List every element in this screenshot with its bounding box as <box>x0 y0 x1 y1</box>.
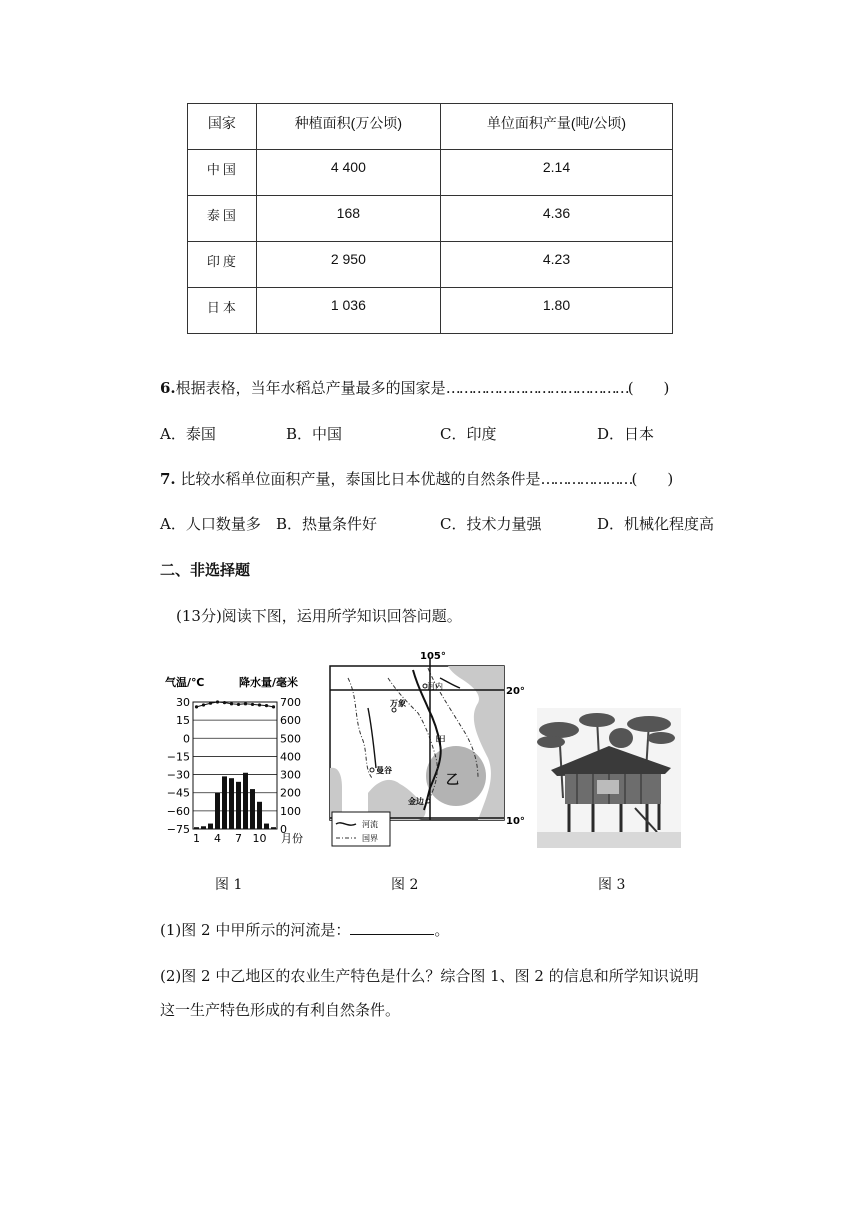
precipitation-bar <box>257 802 262 829</box>
temperature-tick-label: 0 <box>183 732 190 746</box>
table-header-yield: 单位面积产量(吨/公顷) <box>440 104 672 150</box>
temperature-point <box>230 702 233 705</box>
month-tick-label: 1 <box>193 832 200 845</box>
table-header-area: 种植面积(万公顷) <box>256 104 440 150</box>
temperature-line-path <box>197 702 274 707</box>
temperature-tick-labels <box>167 696 190 836</box>
city-phnompenh-label: 金边 <box>408 797 424 806</box>
question-6-option-b: B．中国 <box>286 425 343 443</box>
precipitation-bar <box>236 782 241 829</box>
temperature-tick-label: −30 <box>166 768 190 782</box>
precipitation-bar <box>264 824 269 829</box>
temperature-point <box>223 701 226 704</box>
precipitation-tick-label: 500 <box>280 732 301 746</box>
precipitation-tick-label: 300 <box>280 768 301 782</box>
precipitation-bars <box>194 773 276 829</box>
temperature-tick-label: 30 <box>176 696 190 709</box>
month-tick-label: 10 <box>252 832 267 845</box>
legend-border-label: 国界 <box>362 834 378 843</box>
table-header-country: 国家 <box>188 104 257 150</box>
question-6-option-d: D．日本 <box>597 425 655 443</box>
figure-1-caption: 图 1 <box>215 877 243 893</box>
question-7-answer-paren: ( ) <box>631 470 674 488</box>
question-7-option-c: C．技术力量强 <box>440 515 542 533</box>
sub-question-1-text: (1)图 2 中甲所示的河流是： <box>160 921 351 939</box>
table-cell-country: 泰国 <box>188 196 257 242</box>
section-title: 二、非选择题 <box>160 561 251 579</box>
precipitation-axis-label: 降水量/毫米 <box>239 676 299 689</box>
table-cell-yield: 2.14 <box>440 150 672 196</box>
precipitation-tick-label: 600 <box>280 714 301 728</box>
rice-data-table <box>187 103 673 334</box>
month-unit-label: 月份 <box>281 832 303 845</box>
temperature-point <box>265 704 268 707</box>
temperature-point <box>272 705 275 708</box>
question-7 <box>160 469 673 489</box>
table-cell-yield: 1.80 <box>440 288 672 334</box>
temperature-tick-label: −60 <box>166 804 190 818</box>
precipitation-bar <box>215 793 220 829</box>
answer-blank[interactable] <box>350 920 434 935</box>
temperature-point <box>237 703 240 706</box>
precipitation-bar <box>229 778 234 829</box>
table-cell-area: 4 400 <box>256 150 440 196</box>
house-window <box>597 780 619 794</box>
section-intro: (13分)阅读下图，运用所学知识回答问题。 <box>176 607 462 625</box>
question-7-dots: ………………… <box>540 470 632 488</box>
temperature-tick-label: 15 <box>176 714 190 728</box>
question-6 <box>160 378 669 398</box>
temperature-axis-label: 气温/℃ <box>165 676 205 689</box>
question-6-option-a: A．泰国 <box>160 425 216 443</box>
city-bangkok-label: 曼谷 <box>376 766 392 775</box>
table-cell-area: 2 950 <box>256 242 440 288</box>
table-row <box>188 242 673 288</box>
precipitation-bar <box>250 789 255 829</box>
longitude-label: 105° <box>420 651 446 662</box>
city-vientiane-label: 万象 <box>390 699 406 708</box>
table-header-row <box>188 104 673 150</box>
month-tick-labels <box>193 832 267 845</box>
month-tick-label: 4 <box>214 832 221 845</box>
table-row <box>188 150 673 196</box>
question-6-number: 6. <box>160 379 176 397</box>
precipitation-tick-label: 400 <box>280 750 301 764</box>
figure-1-climate-chart <box>163 672 313 852</box>
precipitation-tick-label: 200 <box>280 786 301 800</box>
table-cell-country: 中国 <box>188 150 257 196</box>
question-6-answer-paren: ( ) <box>627 379 670 397</box>
map-legend <box>332 812 390 846</box>
figure-2-caption: 图 2 <box>391 877 419 893</box>
table-row <box>188 288 673 334</box>
precipitation-bar <box>243 773 248 829</box>
figure-3-caption: 图 3 <box>598 877 626 893</box>
precipitation-tick-label: 700 <box>280 696 301 709</box>
figure-2-map <box>328 648 525 856</box>
precipitation-tick-labels <box>280 696 301 836</box>
city-hanoi-label: 河内 <box>427 682 443 691</box>
chart-gridlines <box>193 702 277 829</box>
question-7-option-b: B．热量条件好 <box>276 515 378 533</box>
question-6-dots: …………………………………… <box>445 379 628 397</box>
latitude-bottom-label: 10° <box>506 816 525 827</box>
question-7-number: 7. <box>160 470 176 488</box>
sub-question-2-line-1: (2)图 2 中乙地区的农业生产特色是什么？综合图 1、图 2 的信息和所学知识说明 <box>160 967 699 985</box>
legend-river-label: 河流 <box>362 820 378 829</box>
table-cell-yield: 4.23 <box>440 242 672 288</box>
question-6-stem: 根据表格，当年水稻总产量最多的国家是 <box>175 379 446 397</box>
table-cell-area: 1 036 <box>256 288 440 334</box>
temperature-point <box>202 703 205 706</box>
temperature-point <box>258 703 261 706</box>
question-7-option-d: D．机械化程度高 <box>597 515 715 533</box>
temperature-point <box>251 703 254 706</box>
temperature-tick-label: −45 <box>166 786 190 800</box>
temperature-point <box>195 705 198 708</box>
question-7-option-a: A．人口数量多 <box>160 515 261 533</box>
temperature-tick-label: −75 <box>166 823 190 836</box>
sub-question-1-end: 。 <box>434 921 450 939</box>
table-cell-country: 日本 <box>188 288 257 334</box>
plot-frame <box>193 702 277 829</box>
sub-question-1 <box>160 920 449 940</box>
precipitation-tick-label: 100 <box>280 804 301 818</box>
temperature-point <box>244 702 247 705</box>
question-6-option-c: C．印度 <box>440 425 497 443</box>
temperature-tick-label: −15 <box>166 750 190 764</box>
precipitation-tick-label: 0 <box>280 823 287 836</box>
latitude-top-label: 20° <box>506 686 525 697</box>
precipitation-bar <box>222 776 227 829</box>
table-cell-country: 印度 <box>188 242 257 288</box>
table-cell-area: 168 <box>256 196 440 242</box>
table-cell-yield: 4.36 <box>440 196 672 242</box>
month-tick-label: 7 <box>235 832 242 845</box>
figure-3-stilt-house-photo <box>537 708 681 848</box>
label-jia: 甲 <box>435 734 446 747</box>
sub-question-2-line-2: 这一生产特色形成的有利自然条件。 <box>160 1001 401 1019</box>
label-yi: 乙 <box>446 773 460 788</box>
question-7-stem: 比较水稻单位面积产量，泰国比日本优越的自然条件是 <box>180 470 541 488</box>
precipitation-bar <box>208 824 213 829</box>
ground <box>537 832 681 848</box>
table-row <box>188 196 673 242</box>
